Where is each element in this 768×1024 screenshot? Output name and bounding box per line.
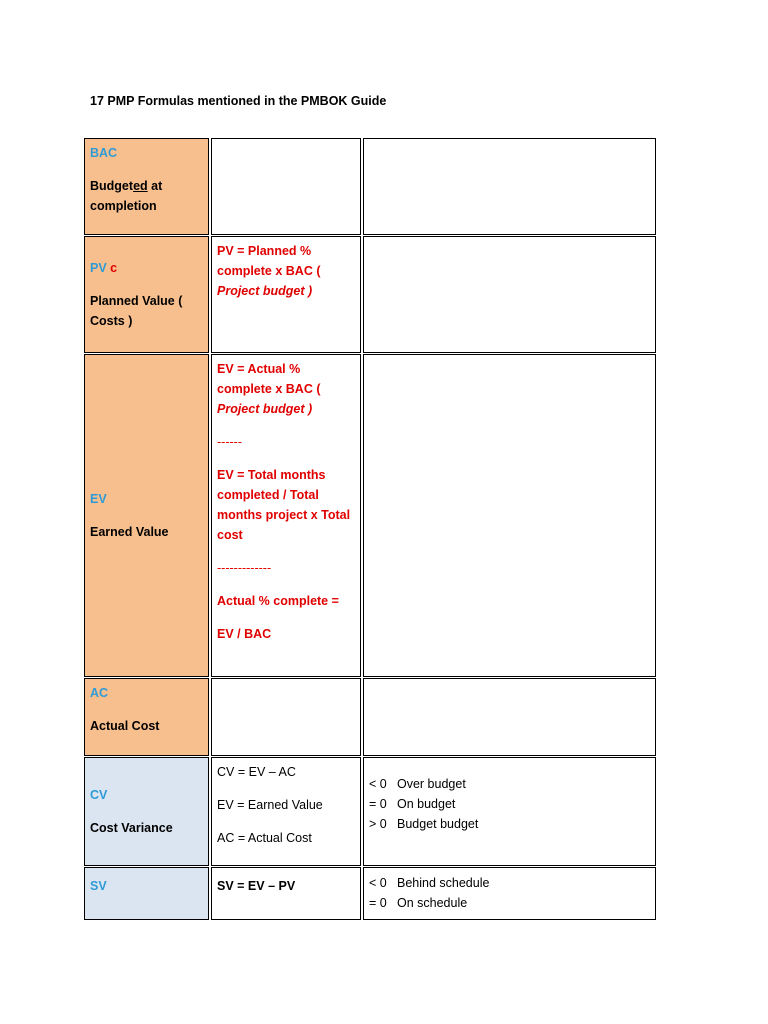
term-cell (84, 867, 209, 920)
formula-row-bac (84, 138, 656, 235)
condition-line: > 0 Budget budget (369, 817, 479, 831)
condition-line: = 0 On schedule (369, 896, 468, 910)
term-code: EV (90, 492, 107, 506)
formula-row-ev (84, 354, 656, 677)
term-name: Planned Value ( Costs ) (90, 294, 183, 328)
formula-cell (211, 757, 361, 866)
formula-text-2: EV = Total months completed / Total months project x Total cost (217, 468, 351, 542)
formula-text-4: EV / BAC (217, 627, 272, 641)
separator-2: ------------- (217, 561, 272, 575)
formula-text: PV = Planned % complete x BAC ( Project budget ) (217, 244, 321, 298)
term-code: BAC (90, 146, 118, 160)
interpretation-cell (363, 354, 656, 677)
formula-cell (211, 236, 361, 353)
condition-line: < 0 Over budget (369, 777, 466, 791)
formula-row-cv (84, 757, 656, 866)
condition-line: < 0 Behind schedule (369, 876, 490, 890)
term-cell (84, 757, 209, 866)
term-name: Earned Value (90, 525, 169, 539)
interpretation-cell (363, 757, 656, 866)
term-code: SV (90, 879, 107, 893)
formula-legend-ac: AC = Actual Cost (217, 831, 312, 845)
term-code: CV (90, 788, 108, 802)
formula-text: CV = EV – AC (217, 765, 296, 779)
term-cell (84, 678, 209, 756)
formula-cell (211, 867, 361, 920)
separator: ------ (217, 435, 242, 449)
term-name-line2: completion (90, 199, 157, 213)
term-cell (84, 354, 209, 677)
formula-text: SV = EV – PV (217, 879, 296, 893)
formula-cell (211, 678, 361, 756)
term-name: Cost Variance (90, 821, 173, 835)
interpretation-cell (363, 867, 656, 920)
term-cell (84, 138, 209, 235)
term-cell (84, 236, 209, 353)
interpretation-cell (363, 236, 656, 353)
formula-cell (211, 138, 361, 235)
formula-row-pv (84, 236, 656, 353)
formula-legend-ev: EV = Earned Value (217, 798, 323, 812)
formula-text-3: Actual % complete = (217, 594, 339, 608)
formula-text: EV = Actual % complete x BAC ( Project budget ) (217, 362, 321, 416)
interpretation-cell (363, 138, 656, 235)
document-title: 17 PMP Formulas mentioned in the PMBOK Guide (90, 94, 387, 108)
term-code: AC (90, 686, 109, 700)
term-name: Budgeted at (90, 179, 163, 193)
term-code: PV c (90, 261, 118, 275)
interpretation-cell (363, 678, 656, 756)
formula-row-ac (84, 678, 656, 756)
formula-cell (211, 354, 361, 677)
formula-row-sv (84, 867, 656, 920)
term-name: Actual Cost (90, 719, 160, 733)
condition-line: = 0 On budget (369, 797, 456, 811)
